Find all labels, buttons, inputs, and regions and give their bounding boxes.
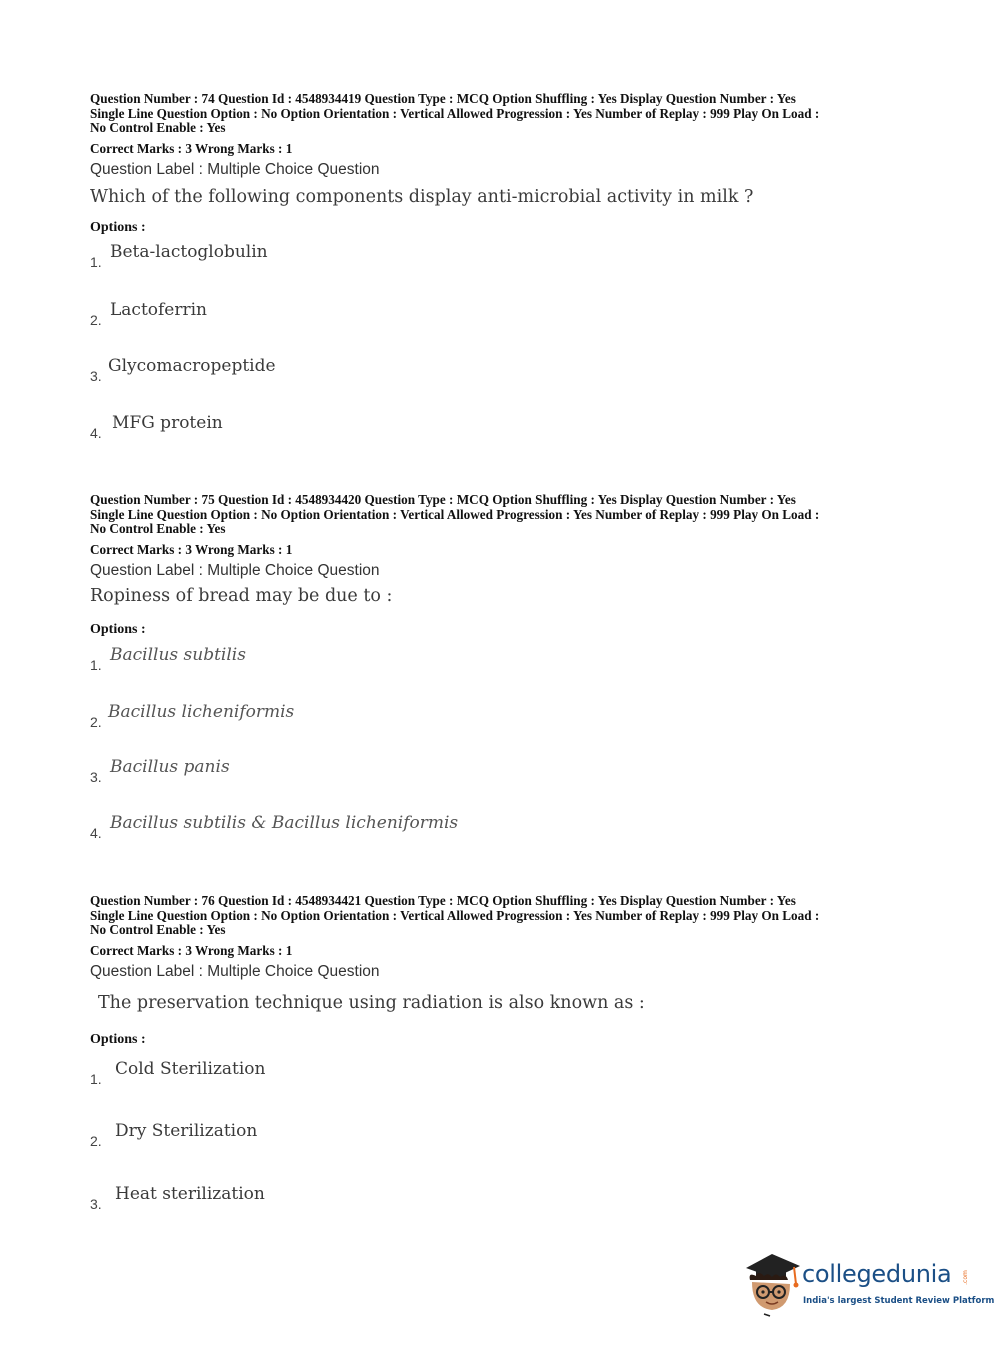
option-text: Glycomacropeptide xyxy=(108,356,276,376)
question-text: The preservation technique using radiation is also known as : xyxy=(98,993,645,1013)
option-number: 2. xyxy=(90,312,102,328)
option-text: Heat sterilization xyxy=(115,1184,265,1204)
option-number: 1. xyxy=(90,254,102,270)
option-text: Cold Sterilization xyxy=(115,1059,266,1079)
mascot-graduation-cap-icon xyxy=(742,1250,802,1320)
options-heading: Options : xyxy=(90,1032,146,1047)
question-meta-line: Single Line Question Option : No Option Orientation : Vertical Allowed Progression : Yes Number of Replay : 999 Play On Load : xyxy=(90,105,820,121)
question-label: Question Label : Multiple Choice Question xyxy=(90,561,380,579)
option-text: Bacillus panis xyxy=(110,757,230,777)
question-meta-line: Single Line Question Option : No Option Orientation : Vertical Allowed Progression : Yes Number of Replay : 999 Play On Load : xyxy=(90,907,820,923)
question-label: Question Label : Multiple Choice Question xyxy=(90,160,380,178)
option-number: 3. xyxy=(90,368,102,384)
logo-tagline: India's largest Student Review Platform xyxy=(803,1296,995,1306)
question-meta-line: Single Line Question Option : No Option Orientation : Vertical Allowed Progression : Yes Number of Replay : 999 Play On Load : xyxy=(90,506,820,522)
option-text: Beta-lactoglobulin xyxy=(110,242,268,262)
question-block-74 xyxy=(90,91,920,441)
question-block-75 xyxy=(90,492,920,841)
question-meta-line: Question Number : 76 Question Id : 4548934421 Question Type : MCQ Option Shuffling : Yes Display Question Number : Yes xyxy=(90,893,796,908)
option-number: 1. xyxy=(90,657,102,673)
option-text: Dry Sterilization xyxy=(115,1121,258,1141)
option-text: Bacillus subtilis xyxy=(110,645,246,665)
options-heading: Options : xyxy=(90,220,146,235)
options-heading: Options : xyxy=(90,622,146,637)
option-text: Lactoferrin xyxy=(110,300,208,320)
option-number: 4. xyxy=(90,825,102,841)
option-text: Bacillus licheniformis xyxy=(108,702,295,722)
question-marks: Correct Marks : 3 Wrong Marks : 1 xyxy=(90,140,293,156)
option-number: 4. xyxy=(90,425,102,441)
logo-wordmark: collegedunia xyxy=(802,1260,952,1288)
question-block-76 xyxy=(90,893,920,1212)
option-number: 1. xyxy=(90,1071,102,1087)
option-number: 2. xyxy=(90,714,102,730)
question-label: Question Label : Multiple Choice Question xyxy=(90,962,380,980)
logo-dotcom: .com xyxy=(961,1270,969,1285)
option-number: 3. xyxy=(90,769,102,785)
question-marks: Correct Marks : 3 Wrong Marks : 1 xyxy=(90,942,293,958)
option-text: Bacillus subtilis & Bacillus licheniformis xyxy=(110,813,459,833)
collegedunia-logo[interactable] xyxy=(742,1250,995,1320)
question-text: Ropiness of bread may be due to : xyxy=(90,586,393,606)
question-meta-line: Question Number : 75 Question Id : 4548934420 Question Type : MCQ Option Shuffling : Yes Display Question Number : Yes xyxy=(90,492,796,507)
option-number: 2. xyxy=(90,1133,102,1149)
question-meta-line: No Control Enable : Yes xyxy=(90,922,226,938)
question-meta-line: No Control Enable : Yes xyxy=(90,120,226,136)
question-text: Which of the following components display anti-microbial activity in milk ? xyxy=(90,187,754,207)
option-number: 3. xyxy=(90,1196,102,1212)
question-meta-line: No Control Enable : Yes xyxy=(90,521,226,537)
option-text: MFG protein xyxy=(112,413,223,433)
question-meta-line: Question Number : 74 Question Id : 4548934419 Question Type : MCQ Option Shuffling : Yes Display Question Number : Yes xyxy=(90,91,796,106)
question-marks: Correct Marks : 3 Wrong Marks : 1 xyxy=(90,541,293,557)
